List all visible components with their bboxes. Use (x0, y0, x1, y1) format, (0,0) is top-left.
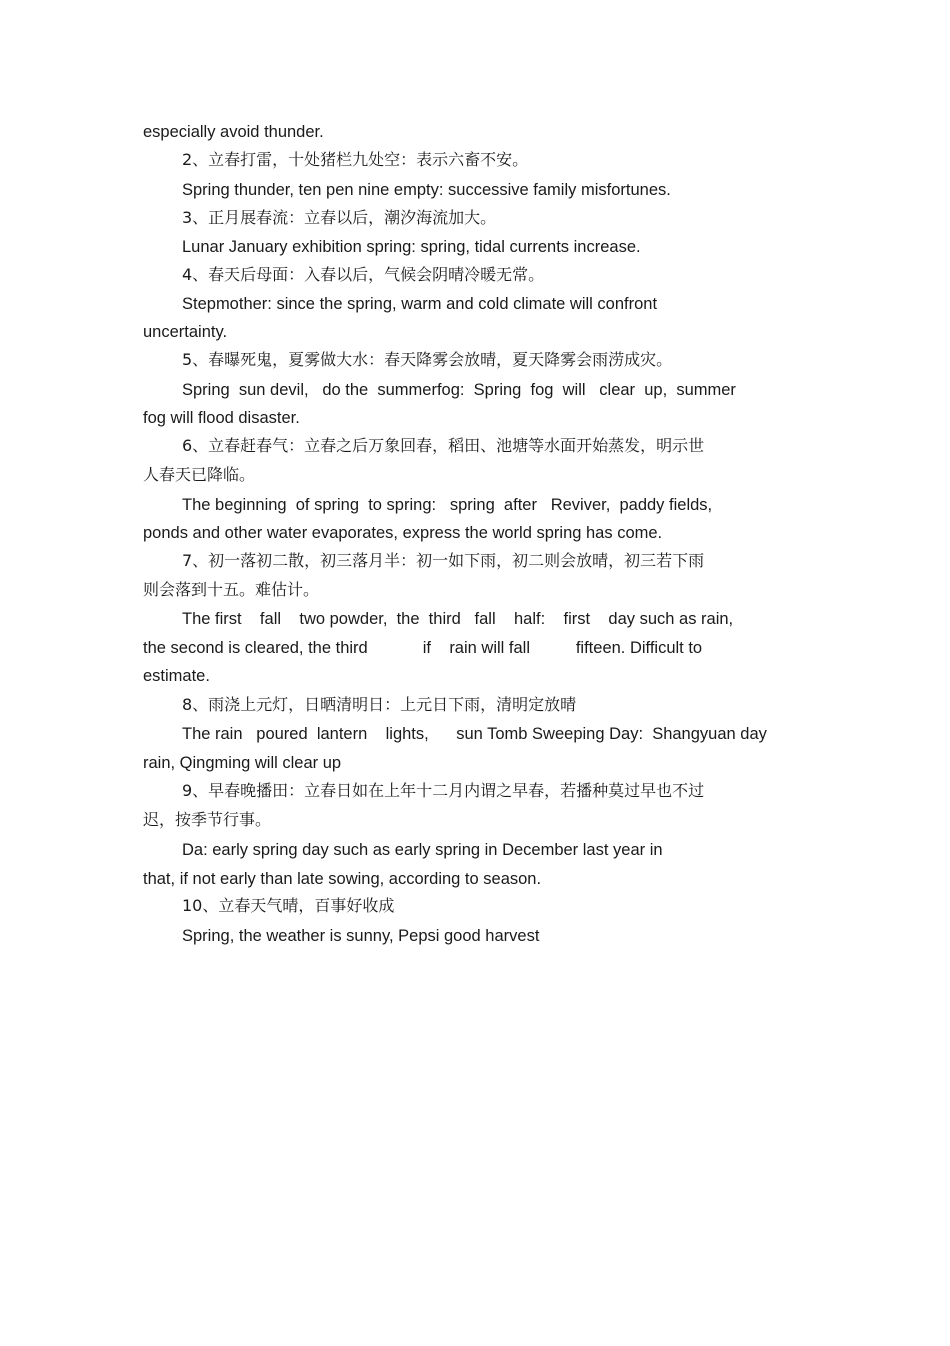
text-line: especially avoid thunder. (143, 123, 324, 141)
text-line: Lunar January exhibition spring: spring, tidal currents increase. (182, 238, 641, 256)
text-line: Da: early spring day such as early spring in December last year in (182, 841, 663, 859)
text-line: The rain poured lantern lights, sun Tomb Sweeping Day: Shangyuan day (182, 725, 767, 743)
text-line: 8、雨浇上元灯，日晒清明日：上元日下雨，清明定放晴 (182, 695, 577, 714)
text-line: 10、立春天气晴，百事好收成 (182, 896, 395, 915)
text-line: Stepmother: since the spring, warm and cold climate will confront (182, 295, 658, 313)
text-line: Spring, the weather is sunny, Pepsi good harvest (182, 927, 540, 945)
text-line: rain, Qingming will clear up (143, 754, 342, 772)
text-line: uncertainty. (143, 323, 228, 341)
text-line: ponds and other water evaporates, express the world spring has come. (143, 524, 663, 542)
text-line: Spring sun devil, do the summerfog: Spring fog will clear up, summer (182, 381, 736, 399)
text-line: 4、春天后母面：入春以后，气候会阴晴冷暖无常。 (182, 265, 545, 284)
text-line: fog will flood disaster. (143, 409, 300, 427)
text-line: 则会落到十五。难估计。 (143, 580, 320, 599)
text-line: 6、立春赶春气：立春之后万象回春，稻田、池塘等水面开始蒸发，明示世 (182, 436, 705, 455)
text-line: 3、正月展春流：立春以后，潮汐海流加大。 (182, 208, 497, 227)
text-line: estimate. (143, 667, 210, 685)
text-line: 迟，按季节行事。 (143, 810, 272, 829)
text-line: 9、早春晚播田：立春日如在上年十二月内谓之早春，若播种莫过早也不过 (182, 781, 705, 800)
text-line: 7、初一落初二散，初三落月半：初一如下雨，初二则会放晴，初三若下雨 (182, 551, 705, 570)
text-line: 5、春曝死鬼，夏雾做大水：春天降雾会放晴，夏天降雾会雨涝成灾。 (182, 350, 673, 369)
text-line: that, if not early than late sowing, according to season. (143, 870, 542, 888)
text-line: the second is cleared, the third if rain will fall fifteen. Difficult to (143, 639, 703, 657)
text-line: 2、立春打雷，十处猪栏九处空：表示六畜不安。 (182, 150, 529, 169)
text-line: The beginning of spring to spring: spring after Reviver, paddy fields, (182, 496, 713, 514)
text-line: 人春天已降临。 (143, 465, 256, 484)
text-line: The first fall two powder, the third fall half: first day such as rain, (182, 610, 734, 628)
text-line: Spring thunder, ten pen nine empty: successive family misfortunes. (182, 181, 671, 199)
